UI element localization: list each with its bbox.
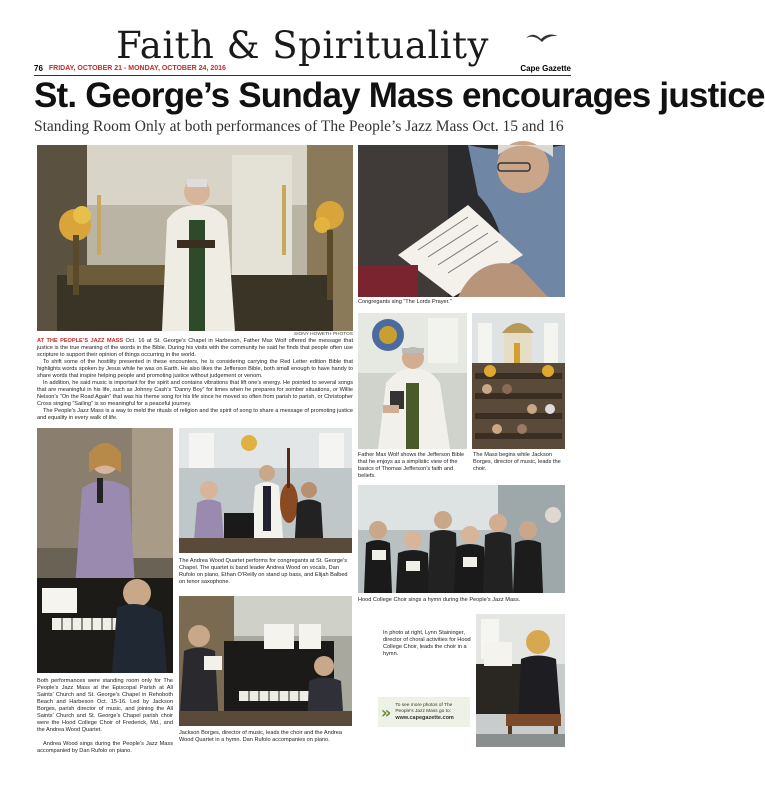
article-paragraph: The People’s Jazz Mass is a way to meld the rituals of religion and the spirit of song to share a message of promoting justice and equality in every walk of life. <box>37 408 353 421</box>
caption-lynn-staininger: In photo at right, Lynn Staininger, director of choral activities for Hood College Choir, leads the choir in a hymn. <box>383 630 471 657</box>
promo-url-link[interactable]: www.capegazette.com <box>395 715 454 721</box>
section-title: Faith & Spirituality <box>116 24 489 67</box>
promo-text-block <box>395 703 467 721</box>
headline: St. George’s Sunday Mass encourages justice <box>34 76 765 115</box>
caption-hood-choir: Hood College Choir sings a hymn during the People’s Jazz Mass. <box>358 597 521 603</box>
subheadline: Standing Room Only at both performances of The People’s Jazz Mass Oct. 15 and 16 <box>34 118 564 135</box>
caption-both-performances: Both performances were standing room only for The People’s Jazz Mass at the Episcopal Parish at All Saints’ Church and St. George’s Chapel in Rehoboth Beach and Harbeson Oct. 15-16. Led by Jackson Borges, parish director of music, and joining the All Saints’ Church and St. George’s Chapel parish choir were the Hood College Choir of Frederick, Md., and the Andrea Wood Quartet. <box>37 678 173 733</box>
article-paragraph: AT THE PEOPLE’S JAZZ MASS Oct. 16 at St. George’s Chapel in Harbeson, Father Max Wolf offered the message that justice is the true meaning of the words in the Bible. During his visits with the community he said he finds that people often use scripture to support their opinion of things occurring in the world. <box>37 338 353 358</box>
seagull-logo-icon <box>524 30 560 46</box>
chevron-right-icon: » <box>381 702 392 722</box>
photo-lynn-staininger <box>476 614 565 747</box>
photo-andrea-wood-quartet <box>179 428 352 553</box>
promo-text: To see more photos of The People’s Jazz Mass go to: <box>395 703 453 714</box>
article-paragraph: In addition, he said music is important for the spirit and contains vibrations that lift one’s energy. He pointed to several songs that are meaningful in his life, such as Johnny Cash’s “Danny Boy” for times when he prepares for somber situations, or Willie Nelson’s “On the Road Again” that was his theme song for his life since he moved so often from parish to parish, or Christopher Cross singing “Sailing” is so meaningful for a peaceful journey. <box>37 380 353 407</box>
caption-congregants: Congregants sing “The Lords Prayer.” <box>358 299 452 305</box>
publication-name: Cape Gazette <box>520 63 571 73</box>
photo-father-max-bible <box>358 313 467 449</box>
caption-father-max: Father Max Wolf shows the Jefferson Bible that he enjoys as a simplistic view of the basics of Thomas Jefferson’s faith and beliefs. <box>358 452 465 479</box>
article-body <box>37 338 353 422</box>
photo-jackson-borges <box>179 596 352 726</box>
caption-jackson-borges: Jackson Borges, director of music, leads the choir and the Andrea Wood Quartet in a hymn. Dan Rufolo accompanies on piano. <box>179 730 342 743</box>
more-photos-promo <box>378 697 470 727</box>
page-header <box>34 62 571 74</box>
caption-quartet: The Andrea Wood Quartet performs for congregants at St. George’s Chapel. The quartet is band leader Andrea Wood on vocals, Dan Rufolo on piano, Ethan O’Reilly on stand up bass, and Elijah Balbed on tenor saxophone. <box>179 558 348 585</box>
photo-andrea-wood-piano <box>37 428 173 673</box>
photo-credit: SIONY HOWETH PHOTOS <box>294 332 353 337</box>
photo-congregants-hymnal <box>358 145 565 297</box>
lead-label: AT THE PEOPLE’S JAZZ MASS <box>37 338 124 344</box>
photo-hood-college-choir <box>358 485 565 593</box>
page-number: 76 <box>34 63 43 73</box>
article-paragraph: To shift some of the hostility presented in these encounters, he is considering carrying the Red Letter edition Bible that highlights words spoken by Jesus while he was on Earth. He also likes the Jefferson Bible, both small enough to have handy to share words that inspire helping people and promoting justice without judgement or venom. <box>37 359 353 379</box>
photo-mass-begins <box>472 313 565 449</box>
caption-mass-begins: The Mass begins while Jackson Borges, director of music, leads the choir. <box>473 452 561 472</box>
issue-date: FRIDAY, OCTOBER 21 - MONDAY, OCTOBER 24, 2016 <box>48 64 226 72</box>
photo-father-max-altar <box>37 145 353 331</box>
caption-andrea-wood: Andrea Wood sings during the People’s Jazz Mass accompanied by Dan Rufolo on piano. <box>37 741 173 754</box>
